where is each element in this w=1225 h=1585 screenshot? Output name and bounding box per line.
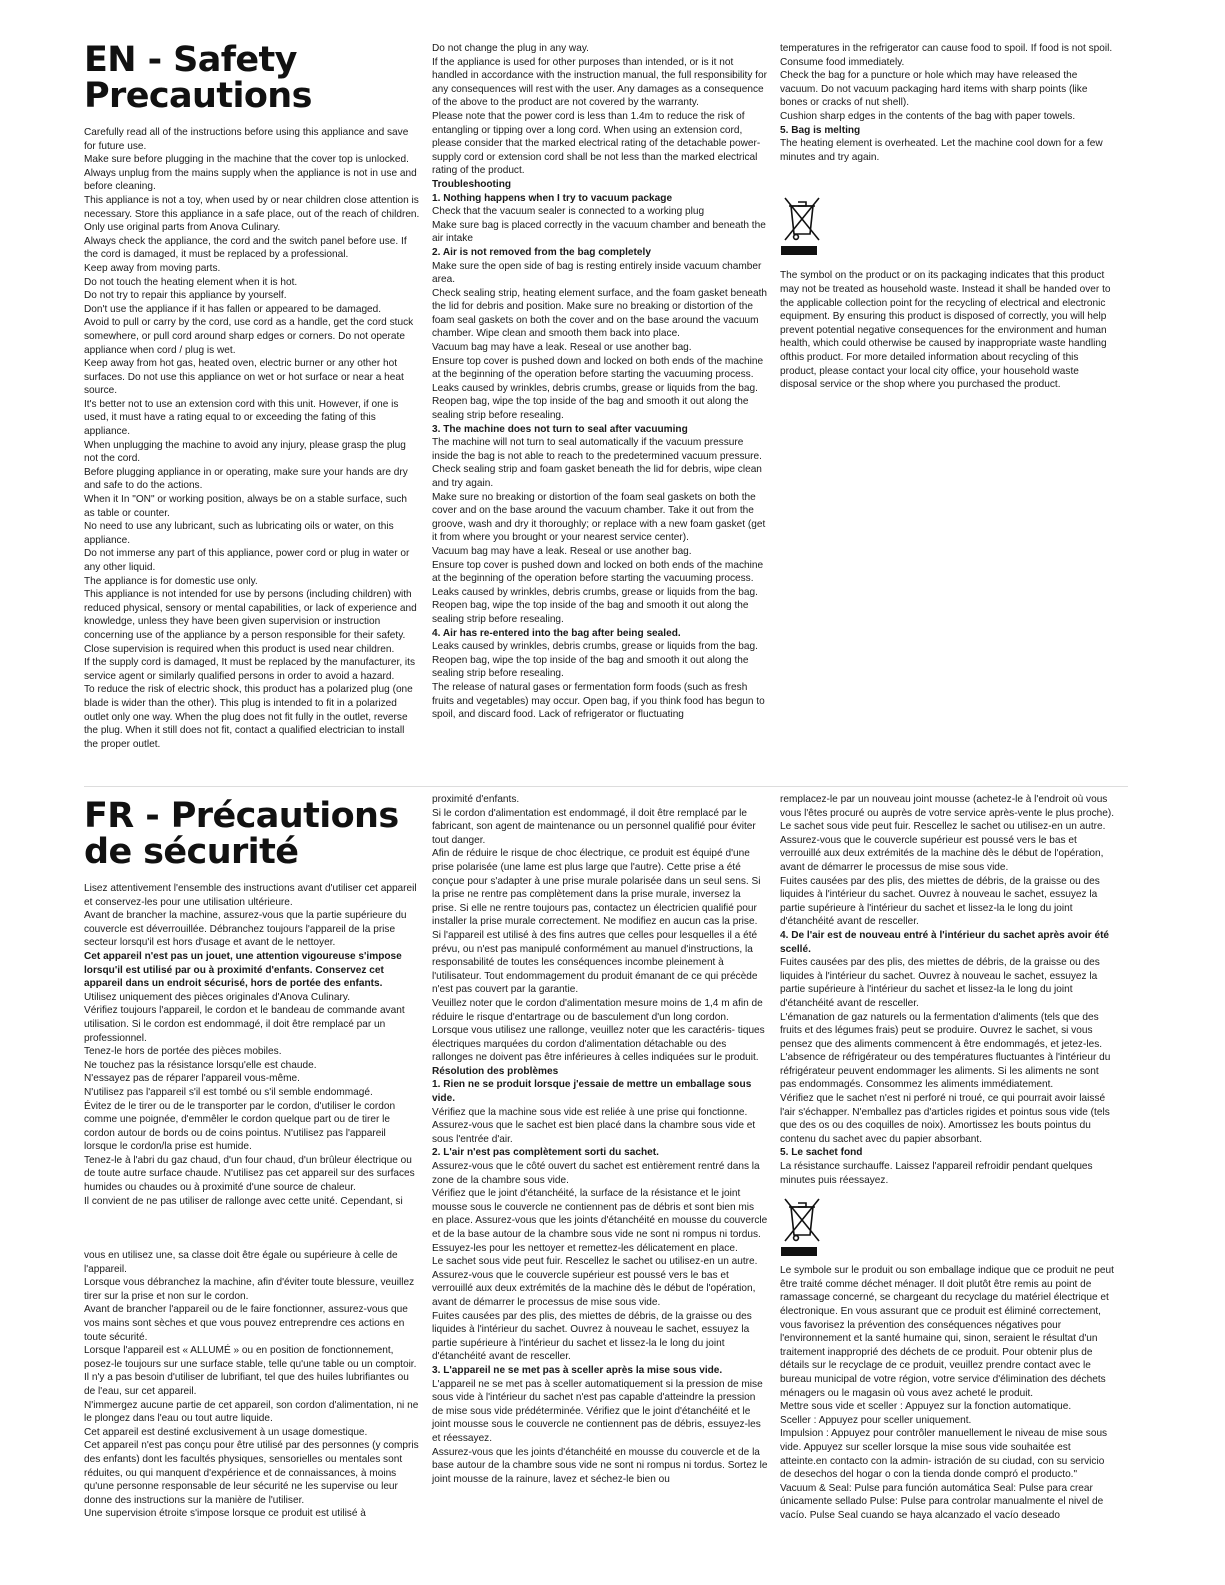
paragraph: Assurez-vous que le côté ouvert du sachet est entièrement rentré dans la zone de la chambre sous vide. — [432, 1161, 760, 1186]
paragraph: Please note that the power cord is less than 1.4m to reduce the risk of entangling or tipping over a long cord. When using an extension cord, please consider that the marked electrical rating of the detachable power-supply cord or extension cord shall be not less than the marked electrical rating of the product. — [432, 110, 761, 177]
paragraph: Le sachet sous vide peut fuir. Rescellez le sachet ou utilisez-en un autre. — [432, 1256, 758, 1268]
paragraph: La résistance surchauffe. Laissez l'appareil refroidir pendant quelques minutes puis réessayez. — [780, 1161, 1093, 1186]
paragraph: Before plugging appliance in or operating, make sure your hands are dry and safe to do the actions. — [84, 466, 408, 492]
paragraph: Vacuum bag may have a leak. Reseal or use another bag. — [432, 545, 692, 557]
paragraph: Sceller : Appuyez pour sceller uniquement. — [780, 1414, 972, 1426]
section-heading: 3. The machine does not turn to seal after vacuuming — [432, 423, 688, 435]
paragraph: Une supervision étroite s'impose lorsque ce produit est utilisé à — [84, 1508, 366, 1520]
paragraph: proximité d'enfants. — [432, 794, 520, 805]
paragraph: Vérifiez que la machine sous vide est reliée à une prise qui fonctionne. Assurez-vous que le sachet est bien placé dans la chambre sous vide et sous l'entrée d'air. — [432, 1106, 756, 1145]
paragraph: vous en utilisez une, sa classe doit être égale ou supérieure à celle de l'appareil. — [84, 1250, 398, 1275]
paragraph: Lisez attentivement l'ensemble des instructions avant d'utiliser cet appareil et conservez-les pour une utilisation ultérieure. — [84, 883, 417, 908]
paragraph: temperatures in the refrigerator can cause food to spoil. If food is not spoil. Consume food immediately. — [780, 43, 1113, 68]
paragraph: Avant de brancher l'appareil ou de le faire fonctionner, assurez-vous que vos mains sont sèches et que vous pouvez entreprendre ces actions en toute sécurité. — [84, 1304, 408, 1343]
section-heading: 1. Rien ne se produit lorsque j'essaie de mettre un emballage sous vide. — [432, 1079, 752, 1105]
en-weee-text — [780, 269, 1116, 391]
paragraph: Si l'appareil est utilisé à des fins autres que celles pour lesquelles il a été prévu, ou n'est pas manipulé conformément au manuel d'instructions, la responsabilité de toutes les conséquences incombe pleinement à l'utilisateur. Tout endommagement du produit émanant de ce qui précède n'est pas couvert par la garantie. — [432, 929, 758, 996]
paragraph: Don't use the appliance if it has fallen or appeared to be damaged. — [84, 303, 382, 315]
paragraph: It's better not to use an extension cord with this unit. However, if one is used, it must have a rating equal to or exceeding the fating of this appliance. — [84, 398, 399, 438]
fr-col1-body-b — [84, 1249, 420, 1521]
en-title: EN - Safety Precautions — [84, 40, 312, 116]
paragraph: Make sure before plugging in the machine that the cover top is unlocked. Always unplug from the mains supply when the appliance is not in use and before cleaning. — [84, 154, 417, 193]
page-bottom-margin — [0, 1567, 1225, 1585]
fr-column-3 — [780, 793, 1116, 1523]
section-heading: 5. Le sachet fond — [780, 1147, 863, 1159]
paragraph: Vérifiez que le joint d'étanchéité, la surface de la résistance et le joint mousse sous le couvercle ne contiennent pas de débris et sont bien mis en place. Assurez-vous que les joints d'étanchéité en mousse du couvercle et de la base autour de la chambre sous vide ne sont ni rompus ni tordus. Essuyez-les pour les nettoyer et remettez-les délicatement en place. — [432, 1188, 768, 1254]
fr-column-2 — [432, 793, 768, 1486]
en-column-3 — [780, 42, 1116, 392]
paragraph: Leaks caused by wrinkles, debris crumbs, grease or liquids from the bag. Reopen bag, wipe the top inside of the bag and smooth it out along the sealing strip before resealing. — [432, 382, 758, 422]
paragraph: When it In "ON" or working position, always be on a stable surface, such as table or counter. — [84, 494, 408, 519]
paragraph: Check the bag for a puncture or hole which may have released the vacuum. Do not vacuum packaging hard items with sharp points (like bones or cracks of nut shell). — [780, 70, 1088, 109]
en-col2-body — [432, 42, 768, 722]
en-col3-body — [780, 42, 1116, 164]
section-divider — [84, 786, 1128, 787]
paragraph: Assurez-vous que le couvercle supérieur est poussé vers le bas et verrouillé aux deux extrémités de la machine dès le début de l'opération, avant de démarrer le processus de mise sous vide. — [780, 834, 1104, 873]
fr-col1-body-a — [84, 882, 420, 1208]
paragraph: Cushion sharp edges in the contents of the bag with paper towels. — [780, 110, 1076, 122]
paragraph: This appliance is not a toy, when used by or near children close attention is necessary. Store this appliance in a safe place, out of the reach of children. — [84, 194, 420, 220]
fr-col2-body — [432, 793, 768, 1486]
crossed-out-wheelie-bin-icon — [780, 1195, 824, 1243]
weee-symbol-en — [780, 194, 1116, 255]
paragraph: To reduce the risk of electric shock, this product has a polarized plug (one blade is wider than the other). This plug is intended to fit in a polarized outlet only one way. When the plug does not fit fully in the outlet, reverse the plug. When it still does not fit, contact a qualified electrician to install the proper outlet. — [84, 684, 413, 750]
paragraph: remplacez-le par un nouveau joint mousse (achetez-le à l'endroit où vous vous l'êtes procuré ou auprès de votre service après-vente le plus proche). — [780, 794, 1115, 819]
section-heading: Cet appareil n'est pas un jouet, une attention vigoureuse s'impose lorsqu'il est utilisé par ou à proximité d'enfants. Conservez cet appareil dans un endroit sécurisé, hors de portée des enfants. — [84, 950, 402, 990]
paragraph: Carefully read all of the instructions before using this appliance and save for future use. — [84, 127, 409, 152]
paragraph: The heating element is overheated. Let the machine cool down for a few minutes and try again. — [780, 138, 1103, 163]
paragraph: Ensure top cover is pushed down and locked on both ends of the machine at the beginning of the operation before starting the vacuuming process. — [432, 559, 764, 585]
section-heading: 2. L'air n'est pas complètement sorti du sachet. — [432, 1147, 659, 1159]
paragraph: Cet appareil est destiné exclusivement à un usage domestique. — [84, 1426, 368, 1438]
paragraph: Fuites causées par des plis, des miettes de débris, de la graisse ou des liquides à l'intérieur du sachet. Ouvrez à nouveau le sachet, essuyez la partie supérieure à l'intérieur du sachet et lissez-la le long du joint d'étanchéité avant de resceller. — [432, 1310, 752, 1363]
en-column-1 — [84, 42, 420, 751]
paragraph: Check that the vacuum sealer is connected to a working plug — [432, 206, 705, 218]
fr-weee-text — [780, 1264, 1116, 1522]
paragraph: Fuites causées par des plis, des miettes de débris, de la graisse ou des liquides à l'intérieur du sachet. Ouvrez à nouveau le sachet, essuyez la partie supérieure à l'intérieur du sachet et lissez-la le long du joint d'étanchéité avant de resceller. — [780, 875, 1100, 928]
paragraph: If the appliance is used for other purposes than intended, or is it not handled in accordance with the instruction manual, the full responsibility for any consequences will rest with the user. Any damages as a consequence of the above to the product are not covered by the warranty. — [432, 56, 767, 109]
paragraph: Lorsque l'appareil est « ALLUMÉ » ou en position de fonctionnement, posez-le toujours sur une surface stable, telle qu'une table ou un comptoir. — [84, 1345, 417, 1370]
paragraph: Make sure bag is placed correctly in the vacuum chamber and beneath the air intake — [432, 219, 766, 245]
paragraph: Tenez-le à l'abri du gaz chaud, d'un four chaud, d'un brûleur électrique ou de toute autre surface chaude. N'utilisez pas cet appareil sur des surfaces humides ou chaudes ou à proximité d'une source de chaleur. — [84, 1154, 415, 1194]
fr-column-1 — [84, 798, 420, 1208]
paragraph: If the supply cord is damaged, It must be replaced by the manufacturer, its service agent or similarly qualified persons in order to avoid a hazard. — [84, 657, 416, 682]
paragraph: Vacuum bag may have a leak. Reseal or use another bag. — [432, 342, 692, 354]
paragraph: Il convient de ne pas utiliser de rallonge avec cette unité. Cependant, si — [84, 1195, 403, 1207]
section-heading: 3. L'appareil ne se met pas à sceller après la mise sous vide. — [432, 1364, 723, 1376]
en-column-2 — [432, 42, 768, 722]
paragraph: Do not immerse any part of this appliance, power cord or plug in water or any other liquid. — [84, 548, 410, 573]
paragraph: Ensure top cover is pushed down and locked on both ends of the machine at the beginning of the operation before starting the vacuuming process. — [432, 355, 764, 381]
crossed-out-wheelie-bin-icon — [780, 194, 824, 242]
paragraph: Ne touchez pas la résistance lorsqu'elle est chaude. — [84, 1059, 317, 1071]
paragraph: Make sure no breaking or distortion of the foam seal gaskets on both the cover and on the base around the vacuum chamber. Take it out from the groove, wash and dry it thoroughly; or replace with a new foam gasket (get it from where you brought or your nearest service center). — [432, 491, 766, 544]
paragraph: Fuites causées par des plis, des miettes de débris, de la graisse ou des liquides à l'intérieur du sachet. Ouvrez à nouveau le sachet, essuyez la partie supérieure à l'intérieur du sachet et lissez-la le long du joint d'étanchéité avant de resceller. — [780, 957, 1100, 1009]
paragraph: Lorsque vous débranchez la machine, afin d'éviter toute blessure, veuillez tirer sur la prise et non sur le cordon. — [84, 1277, 415, 1302]
paragraph: Only use original parts from Anova Culinary. — [84, 222, 281, 234]
paragraph: Avant de brancher la machine, assurez-vous que la partie supérieure du couvercle est déverrouillée. Débranchez toujours l'appareil de la prise secteur lorsqu'il est hors d'usage et avant de le nettoyer. — [84, 910, 407, 949]
paragraph: No need to use any lubricant, such as lubricating oils or water, on this appliance. — [84, 521, 394, 546]
paragraph: Utilisez uniquement des pièces originales d'Anova Culinary. — [84, 991, 351, 1003]
paragraph: Vérifiez que le sachet n'est ni perforé ni troué, ce qui pourrait avoir laissé l'air s'échapper. N'emballez pas d'articles rigides et pointus sous vide (tels que des os ou des coquilles de noix). Amortissez les bouts pointus du contenu du sachet avec du papier absorbant. — [780, 1093, 1110, 1145]
paragraph: Always check the appliance, the cord and the switch panel before use. If the cord is damaged, it must be replaced by a professional. — [84, 235, 407, 261]
paragraph: L'appareil ne se met pas à sceller automatiquement si la pression de mise sous vide à l'intérieur du sachet n'est pas capable d'atteindre la pression de mise sous vide prédéterminée. Vérifiez que le joint d'étanchéité et le joint mousse sous le couvercle ne contiennent pas de débris, essuyez-les et réessayez. — [432, 1378, 763, 1444]
paragraph: When unplugging the machine to avoid any injury, please grasp the plug not the cord. — [84, 439, 406, 465]
paragraph: Impulsion : Appuyez pour contrôler manuellement le niveau de mise sous vide. Appuyez sur sceller lorsque la mise sous vide souhaitée est atteinte.en contacto con la admin- istración de su ciudad, con su servicio de desechos del hogar o con la tienda donde compró el producto." Vacuum & Seal: Pulse para función automática Seal: Pulse para crear únicamente sellado Pulse: Pulse para controlar manualmente el nivel de vacío. Pulse Seal cuando se haya alcanzado el vacío deseado — [780, 1428, 1108, 1521]
paragraph: L'émanation de gaz naturels ou la fermentation d'aliments (tels que des fruits et des légumes frais) peut se produire. Ouvrez le sachet, si vous pensez que des aliments commencent à être endommagés, et jetez-les. L'absence de réfrigérateur ou des températures fluctuantes à l'intérieur du réfrigérateur peuvent endommager les aliments. Si les aliments ne sont pas endommagés. Consommez les aliments immédiatement. — [780, 1011, 1111, 1091]
paragraph: Évitez de le tirer ou de le transporter par le cordon, d'utiliser le cordon comme une poignée, d'emmêler le cordon quelque part ou de tirer le cordon autour de bords ou de coins pointus. N'utilisez pas l'appareil lorsque le cordon/la prise est humide. — [84, 1100, 396, 1153]
paragraph: Cet appareil n'est pas conçu pour être utilisé par des personnes (y compris des enfants) dont les facultés physiques, sensorielles ou mentales sont réduites, ou qui manquent d'expérience et de connaissances, à moins qu'une personne responsable de leur sécurité ne les supervise ou leur donne des instructions sur la manière de l'utiliser. — [84, 1440, 419, 1506]
paragraph: Si le cordon d'alimentation est endommagé, il doit être remplacé par le fabricant, son agent de maintenance ou un personnel qualifié pour éviter tout danger. — [432, 807, 756, 846]
paragraph: The appliance is for domestic use only. — [84, 575, 258, 587]
weee-black-bar — [781, 246, 817, 255]
paragraph: Le sachet sous vide peut fuir. Rescellez le sachet ou utilisez-en un autre. — [780, 821, 1106, 833]
fr-column-1-continued — [84, 1249, 420, 1521]
paragraph: Assurez-vous que le couvercle supérieur est poussé vers le bas et verrouillé aux deux extrémités de la machine dès le début de l'opération, avant de démarrer le processus de mise sous vide. — [432, 1269, 756, 1308]
paragraph: Assurez-vous que les joints d'étanchéité en mousse du couvercle et de la base autour de la chambre sous vide ne sont ni rompus ni tordus. Sortez le joint mousse de la rainure, lavez et séchez-le bien ou — [432, 1446, 768, 1485]
paragraph: Keep away from moving parts. — [84, 262, 221, 274]
section-heading: 4. Air has re-entered into the bag after being sealed. — [432, 627, 681, 639]
weee-black-bar — [781, 1247, 817, 1256]
paragraph: Il n'y a pas besoin d'utiliser de lubrifiant, tel que des huiles lubrifiantes ou de l'eau, sur cet appareil. — [84, 1372, 409, 1397]
paragraph: Vérifiez toujours l'appareil, le cordon et le bandeau de commande avant utilisation. Si le cordon est endommagé, il doit être remplacé par un professionnel. — [84, 1005, 405, 1044]
section-heading: Résolution des problèmes — [432, 1065, 559, 1077]
section-heading: 4. De l'air est de nouveau entré à l'intérieur du sachet après avoir été scellé. — [780, 929, 1110, 955]
section-heading: 2. Air is not removed from the bag completely — [432, 246, 651, 258]
paragraph: Avoid to pull or carry by the cord, use cord as a handle, get the cord stuck somewhere, or pull cord around sharp edges or corners. Do not operate appliance when cord / plug is wet. — [84, 317, 414, 356]
section-heading: 5. Bag is melting — [780, 124, 861, 136]
paragraph: Do not try to repair this appliance by yourself. — [84, 290, 287, 302]
paragraph: N'utilisez pas l'appareil s'il est tombé ou s'il semble endommagé. — [84, 1086, 373, 1098]
paragraph: Close supervision is required when this product is used near children. — [84, 643, 395, 655]
paragraph: Leaks caused by wrinkles, debris crumbs, grease or liquids from the bag. Reopen bag, wipe the top inside of the bag and smooth it out along the sealing strip before resealing. — [432, 586, 758, 625]
section-heading: Troubleshooting — [432, 178, 512, 190]
paragraph: Keep away from hot gas, heated oven, electric burner or any other hot surfaces. Do not use this appliance on wet or hot surface or near a heat source. — [84, 358, 404, 397]
paragraph: Le symbole sur le produit ou son emballage indique que ce produit ne peut être traité comme déchet ménager. Il doit plutôt être remis au point de ramassage concerné, se chargeant du recyclage du matériel électrique et électronique. En vous assurant que ce produit est éliminé correctement, vous favorisez la prévention des conséquences négatives pour l'environnement et la santé humaine qui, sinon, seraient le résultat d'un traitement inapproprié des déchets de ce produit. Pour obtenir plus de détails sur le recyclage de ce produit, veuillez prendre contact avec le bureau municipal de votre région, votre service d'élimination des déchets ménagers ou le magasin où vous avez acheté le produit. — [780, 1265, 1114, 1399]
paragraph: N'immergez aucune partie de cet appareil, son cordon d'alimentation, ni ne le plongez dans l'eau ou tout autre liquide. — [84, 1399, 419, 1425]
paragraph: N'essayez pas de réparer l'appareil vous-même. — [84, 1073, 300, 1085]
paragraph: Veuillez noter que le cordon d'alimentation mesure moins de 1,4 m afin de réduire le risque d'entartrage ou de basculement d'un long cordon. Lorsque vous utilisez une rallonge, veuillez noter que les caractéris- tiques électriques marquées du cordon d'alimentation détachable ou des rallonges ne doivent pas être inférieures à celles indiquées sur le produit. — [432, 997, 765, 1064]
paragraph: Do not change the plug in any way. — [432, 43, 589, 54]
paragraph: The release of natural gases or fermentation form foods (such as fresh fruits and vegetables) may occur. Open bag, if you think food has begun to spoil, and discard food. Lack of refrigerator or fluctuating — [432, 681, 765, 721]
paragraph: Leaks caused by wrinkles, debris crumbs, grease or liquids from the bag. Reopen bag, wipe the top inside of the bag and smooth it out along the sealing strip before resealing. — [432, 641, 758, 680]
fr-col3-body — [780, 793, 1116, 1187]
paragraph: Make sure the open side of bag is resting entirely inside vacuum chamber area. — [432, 260, 762, 286]
paragraph: This appliance is not intended for use by persons (including children) with reduced physical, sensory or mental capabilities, or lack of experience and knowledge, unless they have been given supervision or instruction concerning use of the appliance by a person responsible for their safety. — [84, 589, 417, 641]
section-heading: 1. Nothing happens when I try to vacuum package — [432, 192, 673, 204]
paragraph: The machine will not turn to seal automatically if the vacuum pressure inside the bag is not able to reach to the predetermined vacuum pressure. Check sealing strip and foam gasket beneath the lid for debris, wipe clean and try again. — [432, 437, 762, 489]
paragraph: The symbol on the product or on its packaging indicates that this product may not be treated as household waste. Instead it shall be handed over to the applicable collection point for the recycling of electrical and electronic equipment. By ensuring this product is disposed of correctly, you will help prevent potential negative consequences for the environment and human health, which could otherwise be caused by inappropriate waste handling ofthis product. For more detailed information about recycling of this product, please contact your local city office, your household waste disposal service or the shop where you purchased the product. — [780, 270, 1111, 391]
paragraph: Do not touch the heating element when it is hot. — [84, 276, 298, 288]
paragraph: Afin de réduire le risque de choc électrique, ce produit est équipé d'une prise polarisée (une lame est plus large que l'autre). Cette prise a été conçue pour s'adapter à une prise murale polarisée dans un seul sens. Si la prise ne rentre pas complètement dans la prise murale, inversez la prise. Si elle ne rentre toujours pas, contactez un électricien qualifié pour installer la prise murale correctement. Ne modifiez en aucun cas la prise. — [432, 848, 761, 928]
paragraph: Check sealing strip, heating element surface, and the foam gasket beneath the lid for debris and position. Make sure no breaking or distortion of the foam seal gaskets on both the cover and on the base around the vacuum chamber. Wipe clean and smooth them back into place. — [432, 287, 767, 340]
en-col1-body — [84, 126, 420, 751]
fr-title: FR - Précautions de sécurité — [84, 796, 399, 872]
paragraph: Tenez-le hors de portée des pièces mobiles. — [84, 1046, 282, 1058]
weee-symbol-fr — [780, 1195, 1116, 1256]
paragraph: Mettre sous vide et sceller : Appuyez sur la fonction automatique. — [780, 1401, 1072, 1413]
